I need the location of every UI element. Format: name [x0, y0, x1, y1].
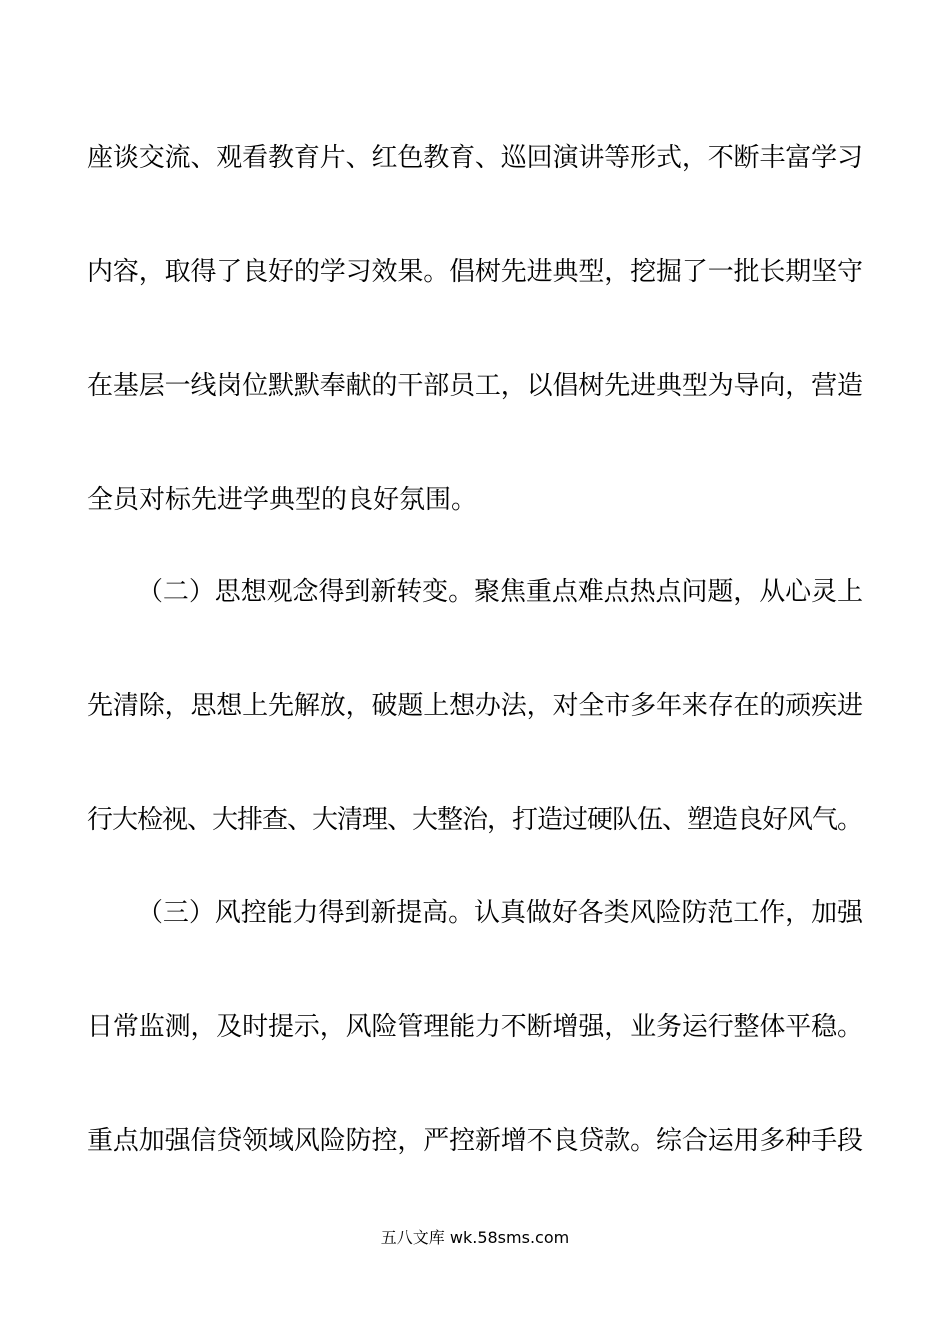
section-heading-3: （三）风控能力得到新提高。认真做好各类风险防范工作，加强 [137, 898, 863, 928]
body-text-line-2: 内容，取得了良好的学习效果。倡树先进典型，挖掘了一批长期坚守 [87, 257, 863, 287]
body-text-line-10: 重点加强信贷领域风险防控，严控新增不良贷款。综合运用多种手段 [87, 1126, 863, 1156]
body-text-line-3: 在基层一线岗位默默奉献的干部员工，以倡树先进典型为导向，营造 [87, 371, 863, 401]
body-text-line-7: 行大检视、大排查、大清理、大整治，打造过硬队伍、塑造良好风气。 [87, 805, 863, 835]
body-text-line-6: 先清除，思想上先解放，破题上想办法，对全市多年来存在的顽疾进 [87, 691, 863, 721]
body-text-line-4: 全员对标先进学典型的良好氛围。 [87, 485, 478, 515]
body-text-line-1: 座谈交流、观看教育片、红色教育、巡回演讲等形式，不断丰富学习 [87, 143, 863, 173]
section-heading-2: （二）思想观念得到新转变。聚焦重点难点热点问题，从心灵上 [137, 577, 863, 607]
footer-watermark: 五八文库 wk.58sms.com [380, 1228, 570, 1247]
body-text-line-9: 日常监测，及时提示，风险管理能力不断增强，业务运行整体平稳。 [87, 1012, 863, 1042]
